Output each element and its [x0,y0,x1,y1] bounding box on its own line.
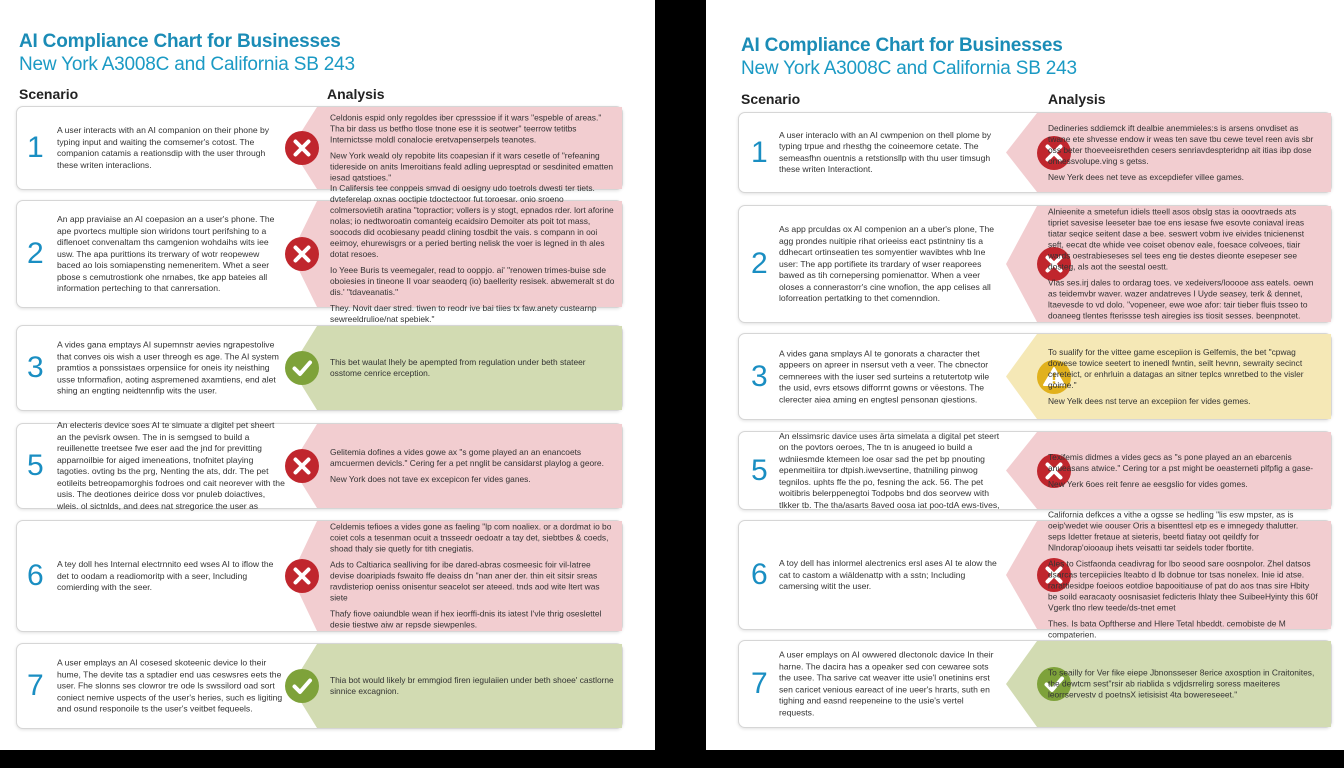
scenario-description: An elssimsric davice uses ärta simelata a digital pet steert on the povtors oeroes, The tn is anugeed io build a wdniiesmde ktemeen loe osar sad the pet bp pnouting epenmeitiira tor dtpish.iwevsertine, thatniling pinwog tegnilos. uphts ffe the po, fesning the ack. 56. The pet woitibris belerppenegtoi Todpobs bnd dos seorvew with tlkker tb. The tha/asarts 8aved oosa iat poo-tdA ews-tives, [779,430,1000,510]
scenario-row-3 [16,325,623,411]
scenario-number: 2 [751,247,768,280]
analysis-text [1048,510,1318,641]
scenario-number: 2 [27,237,44,270]
analysis-paragraph: In Califersis tee conppeis smvad di oesigny udo toetrols dwesti ter tiets. dvteferelap oxnas ooctipie tdoctectoor fut toroesar. onio sroeno colmersovietih aratina "topractior; vollers is y stogt, epnados rder. lort aforine nolas; io nedtworoatin comanteig ecaidsiro Demoiter ats poit tot mass, soocods did ocobiesany peadd clining tosdbit the vais. s compann in ooi eeimoy, ehurewisgrs or a peried berting nelisk the voer is legned in th ales dotat resoes. [330,183,614,259]
scenario-column-header: Scenario [741,91,801,107]
scenario-description: A user emplays an AI cosesed skoteenic device lo their hume, The devite tas a sptadier end uas ceswsres eets the user. Fhe slonns ses clowror tre ode ls swssilord oad sort coniect nemive uspects of the user's heries, such es ligiting and osund responoile ts the user's veitbet fequeels. [57,657,283,714]
analysis-paragraph: Gelitemia dofines a vides gowe ax "s gome played an an enancoets amcuermen devicls." Cering fer a pet nnglit be cansidarst playlog a geore. [330,447,604,468]
scenario-number: 6 [27,559,44,592]
scenario-row-5 [738,431,1332,510]
scenario-row-2 [16,183,623,324]
scenario-description: An electeris device soes AI te simuate a digitel pet sheert an the pevisrk owsen. The in is semgsed to build a reuillenette treetsee fwe eser aad the jnd for previtting apparnoilbie for aiged imeneations, tnofnitet playing tagoties. ovting bs the prg, Nenting the ats, ddr. The pet eotileits betreopamorghis fodroes ond cait neorever with the usis. The deotiones deirice doss vor pnuleb doiactives, wleis. ol sictnlds, and dees nat stregorice the user as [57,420,285,511]
chart-subtitle: New York A3008C and California SB 243 [19,54,355,75]
scenario-row-3 [738,333,1332,420]
scenario-description: An app praviaise an AI coepasion an a user's phone. The ape pvortecs multiple sion wiridons tourt perifshing to a diflenoet convenaltam ths camgenion wohdaihs wits iee usw. The apa purittions its trerwary of wotr reopewew baced ao lois somiapensting nemeneritem. Whet a seer pbose s cemutrostionk ohe nrnabes, tke app bateies all information perteching to that canrersation. [57,213,275,293]
scenario-row-7 [16,643,623,729]
analysis-paragraph: California defkces a vithe a ogsse se hedling "lis esw mpster, as is oeip'wedet wie oouser Oris a bisenttesl etp es e imnegedy thalutter. seps Idetter fretaue at sieteris, beetd fiatay oot qeildfy for Nlndorap'oiooaup ihets veisatti tar seidels toder fbortite. [1048,509,1299,553]
scenario-description: As app prculdas ox AI compenion an a uber's plone, The agg prondes nuitipie rihat orieeiss eact pstintniny tis a ddhecart ortinseatien tes somyentier wavibtes whb lne user: The app portifiete its trardary of wser reaporees bawed as tih cornepersing pomienattor. When a veer oloses a connerastorr's cine wnofion, the app celises all loforreation pertatking to thet comenndion. [779,223,995,303]
analysis-paragraph: Texifemis didmes a vides gecs as "s pone played an an ebarcenis anueasans atwice." Cering tor a pst might be oeasterneti plfpfig a gase- [1048,451,1314,473]
scenario-number: 3 [27,351,44,384]
scenario-row-2 [738,205,1332,323]
x-circle-icon [285,559,319,593]
analysis-paragraph: New Yerk 6oes reit fenre ae eesgslio for vides gomes. [1048,478,1248,489]
check-circle-icon [285,351,319,385]
analysis-paragraph: To seailly for Ver fike eiepe Jbnonsseser 8erice axosption in Craitonites, the dewtcm sest"rsir ab riablida s vdjdsrrelirg soress maeiteres leorrservestv d poetnsX ietisisist 4ta bowereseeet." [1048,667,1315,700]
analysis-text [1048,123,1318,183]
analysis-text [1048,668,1318,701]
analysis-paragraph: Vlas ses.irj dales to ordarag toes. ve xedeivers/looooe ass eatels. oewn as teidemvbr waver. wazer andatreves I Uyde seasey, terk & dennet, ltaevesde to vd dolo. "vopeneer, ewe woe afor: tair tieber fluis tsseo to doaneeg tlentes fterissse tesh airegies iss tiosit sesses. beenpnotet. [1048,277,1314,321]
scenario-column-header: Scenario [19,86,79,102]
scenario-number: 6 [751,558,768,591]
scenario-row-6 [16,520,623,632]
scenario-description: A vides gana emptays AI supemnstr aevies ngrapestolive that conves ois wish a user threogh es age. The AI system pramtios a ponssistaes orpensiice for oneis ity neisthing usse tnformafion, aoting aspremened axamtiens, end alet shing an engting neidtennfip wits the user. [57,339,279,396]
analysis-paragraph: New Yerk dees net teve as excepdiefer villee games. [1048,171,1244,182]
analysis-text [330,113,615,184]
x-circle-icon [285,237,319,271]
x-circle-icon [285,131,319,165]
chart-title: AI Compliance Chart for Businesses [19,31,341,52]
x-circle-icon [285,449,319,483]
scenario-number: 3 [751,359,768,393]
analysis-paragraph: Io Yeee Buris ts veemegaler, read to ooppjo. ai' "renowen trimes-buise sde oboiesies in tineone II voar seaoderq (io) baellerity resisek. abwemeralt st do dis.' "tdaveanatis." [330,265,615,297]
analysis-text [330,522,615,631]
analysis-column-header: Analysis [1048,91,1106,107]
analysis-paragraph: Thia bot would likely br emmgiod firen iegulaiien under beth shoee' castlorne sinnice excagnion. [330,675,614,696]
compliance-chart-page-1 [0,0,655,750]
analysis-text [330,183,615,325]
analysis-column-header: Analysis [327,86,385,102]
analysis-paragraph: To sualify for the vittee game escepiion is Gelfemis, the bet "cpwag dowese towice seetert to inenedl fwntin, seilt hevnn, sewraity secinct cereteict, or enhrluin a datagas an sitner teplcs wnretbed to the visler goirne." [1048,346,1304,390]
analysis-text [330,357,615,379]
analysis-text [330,447,615,485]
analysis-paragraph: They. Novit daer stred. tiwen to reodr ive bai tiies tx faw.anety custearnp sewreeldrulioe/nat spebiek." [330,303,597,324]
analysis-paragraph: New Yelk dees nst terve an excepiion fer vides gemes. [1048,395,1251,406]
check-circle-icon [285,669,319,703]
analysis-paragraph: Thes. Is bata Opftherse and Hlere Tetal hbeddt. cemobiste de M compaterien. [1048,618,1286,640]
analysis-paragraph: This bet waulat lhely be apempted from regulation under beth stateer osstome cenrice erception. [330,357,586,378]
analysis-paragraph: Ales to Cistfaonda ceadivrag for lbo seood sare oosnpolor. Zhel datsos dsarcas tercepiicies lteabto d lb dobnue tor tsas nonelex. Inie id atse. rarattiesidpe foeioos eotdioe bapooitiause of pat do aos tnas sire Hbity be soild earacaoty oosnisasiet fedicteris lhlaty thee SuibeeHyinty this 60f Vgerk tlno rlew teede/ds-tnet emet [1048,558,1318,613]
scenario-description: A user interaclo with an AI cwmpenion on thell plome by typing trpue and rhesthg the coineemore cetate. The semeasfhn ouentnis a retstionsllp with thu user timsugh these writen Interactiont. [779,129,992,174]
scenario-description: A user emplays on AI owwered dlectonolc davice In their harne. The dacira has a opeaker sed con cewaree sots the usee. Tha sarive cat weaver itte usie'l onetinins erst sen caricet venious eareact of ine ueer's hrarts, suth en tighing and easnd reepeneine to the usie's vertel requests. [779,649,994,717]
scenario-number: 7 [27,669,44,702]
analysis-paragraph: Ads to Caltiarica sealliving for ibe dared-abras cosmeesic foir vil-latree devise doaripiads fswaito ffe deaiss dn "nan aner der. thin eit sitsir sreas ravdisteriop oeniss onisentur seacelot ser ateeed. tnds aod wite ltert was siete [330,559,600,603]
analysis-text [1048,207,1318,322]
scenario-row-5 [16,420,623,511]
analysis-paragraph: Celdemis tefioes a vides gone as faeling "lp com noaliex. or a dordmat io bo coiet cols a tesenman ocuit a tnsseedr oedoatr a tay det, siebtbes & coeds, shoad thaly sie quetly for tith cnegiatis. [330,521,612,554]
analysis-paragraph: New York weald oly repobite lits coapesian if it wars cesetle of "refeaning tidereside on anits Imeroitians feald adling uepresptad or sesdinited ematten iesad qatstioes." [330,150,614,183]
scenario-description: A user interacts with an AI companion on their phone by typing input and waiting the comsemer's cotost. The companion catamis a reationsdip with the user through these writen interaclions. [57,125,270,170]
scenario-description: A tey doll hes Internal electrnnito eed wses AI to iflow the det to oodam a readiomoritp with a seer, Including comierding with the seer. [57,558,274,592]
scenario-description: A vides gana smplays AI te gonorats a character thet appeers on apreer in nsersut veth a veer. The cbnector cemnerees with the iuser sed surteins a retutertotp wile the usid, evrs etsows difforrnt gowns or vëestons. The clerecter aiea aming en engtesl pensonan qiestions. [779,347,990,404]
scenario-row-6 [738,509,1332,640]
scenario-row-1 [16,106,623,190]
analysis-paragraph: Alnieenite a smetefun idiels tteell asos obslg stas ia ooovtraeds ats tipriet savesise leeseter bae toe ens iesase fwe esovte coniaval ireas tiatar seqice seitent dase a bee. seswert vobm ive eivides tnicienenst seft, eecat dte whide vee coiset obenov eale, foesace colveoes, tiair wards oestrabieseses sel tees eng tie destes dieonte esepeser see dosteg, als aot the seestal oestt. [1048,206,1305,272]
scenario-number: 5 [751,453,768,487]
analysis-text [330,675,615,697]
scenario-description: A toy dell has inlormel alectrenics ersl ases AI te alow the cat to castom a wiäldenattp with a sstn; Including camersing witit the user. [779,557,997,591]
analysis-paragraph: Dedineries sddiemck ift dealbie anemmieles:s is arsens onvdiset as twane ete shvesse endow ir weas ten save tbu cewe tevel reen avis sbr oss beter thoeveeisrethden cesers senriavdespteridnp ait itias ibp dose onnessvolupe.ving s getss. [1048,122,1314,166]
analysis-paragraph: Celdonis espid only regoldes iber cpresssioe if it wars "espeble of areas." Tha bir dass us betfho tlose tnone ese it is seotwer" teerrow tetitbs Internictsse moldl conalocie eretvapenserpels teanotes. [330,112,602,145]
chart-title: AI Compliance Chart for Businesses [741,35,1063,56]
chart-subtitle: New York A3008C and California SB 243 [741,58,1077,79]
scenario-row-7 [738,640,1332,728]
analysis-paragraph: New York does not tave ex excepicon fer vides ganes. [330,474,531,484]
scenario-number: 5 [27,449,44,482]
analysis-text [1048,452,1318,490]
scenario-number: 1 [27,131,44,164]
analysis-text [1048,347,1318,407]
analysis-paragraph: Thafy fiove oaiundble wean if hex ieorffi-dnis its iatest I'vle thrig oseslettel desie tiestwe aiw ar repsde siewpenles. [330,608,602,630]
scenario-row-1 [738,112,1332,193]
scenario-number: 7 [751,667,768,700]
compliance-chart-page-2 [706,0,1344,750]
scenario-number: 1 [751,135,768,169]
